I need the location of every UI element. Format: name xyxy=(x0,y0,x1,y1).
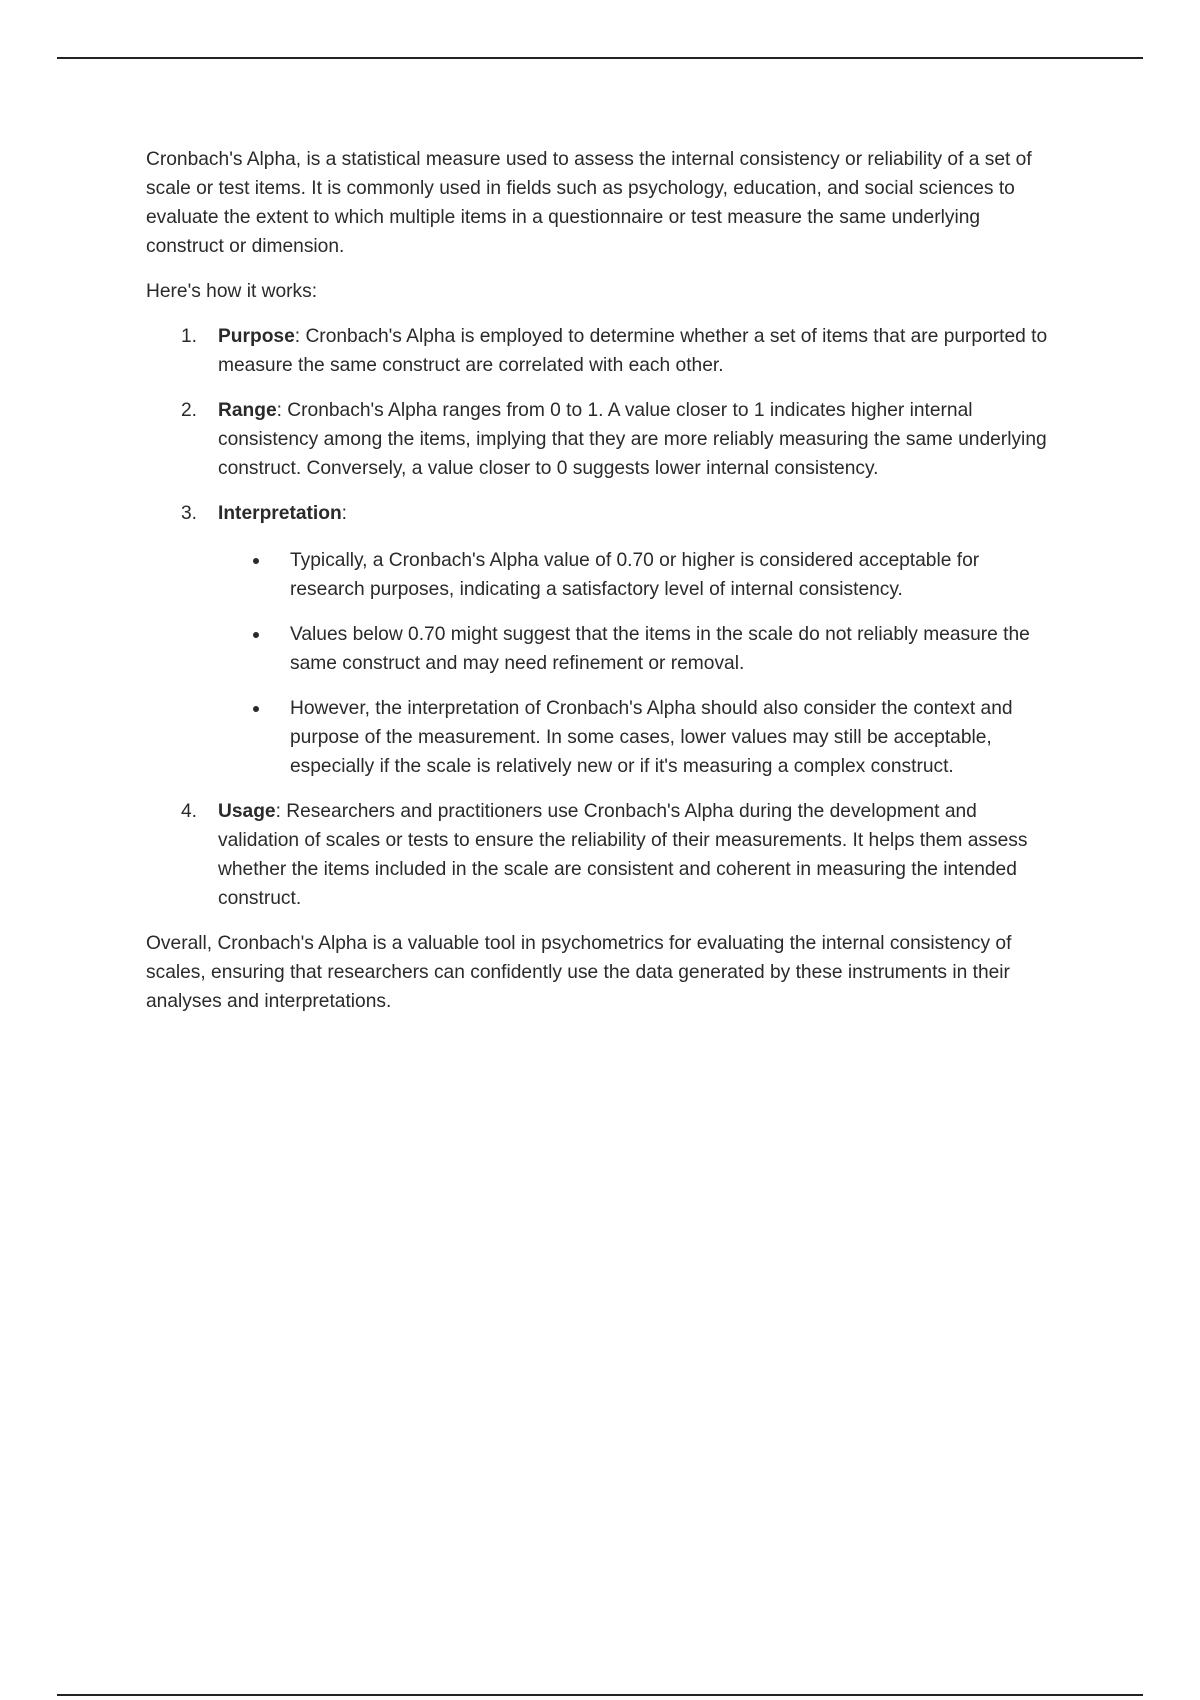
item-text: : Cronbach's Alpha ranges from 0 to 1. A value closer to 1 indicates higher internal consistency among the items, implying that they are more reliably measuring the same underlying construct. Conversely, a value closer to 0 suggests lower internal consistency. xyxy=(218,400,1047,479)
term-label: Interpretation xyxy=(218,503,342,524)
interpretation-bullets xyxy=(218,546,1056,781)
item-text: : Researchers and practitioners use Cronbach's Alpha during the development and validation of scales or tests to ensure the reliability of their measurements. It helps them assess whether the items included in the scale are consistent and coherent in measuring the intended construct. xyxy=(218,801,1028,909)
term-label: Range xyxy=(218,400,277,421)
bullet-item xyxy=(218,546,1056,604)
bullet-icon xyxy=(253,558,259,564)
intro-paragraph: Cronbach's Alpha, is a statistical measure used to assess the internal consistency or reliability of a set of scale or test items. It is commonly used in fields such as psychology, education, and social sciences to evaluate the extent to which multiple items in a questionnaire or test measure the same underlying construct or dimension. xyxy=(146,149,1032,257)
list-item-range xyxy=(146,396,1056,483)
list-number: 2. xyxy=(181,400,198,421)
document-body xyxy=(146,145,1056,1032)
item-text: : Cronbach's Alpha is employed to determine whether a set of items that are purported to measure the same construct are correlated with each other. xyxy=(218,326,1048,376)
header-rule xyxy=(57,57,1143,59)
list-item-purpose xyxy=(146,322,1056,380)
list-number: 4. xyxy=(181,801,198,822)
lead-paragraph: Here's how it works: xyxy=(146,281,318,302)
list-item-usage xyxy=(146,797,1056,913)
term-label: Usage xyxy=(218,801,276,822)
term-label: Purpose xyxy=(218,326,295,347)
steps-list xyxy=(146,322,1056,913)
list-number: 1. xyxy=(181,326,198,347)
bullet-icon xyxy=(253,706,259,712)
bullet-item xyxy=(218,620,1056,678)
list-number: 3. xyxy=(181,503,198,524)
bullet-item xyxy=(218,694,1056,781)
bullet-text: However, the interpretation of Cronbach's Alpha should also consider the context and purpose of the measurement. In some cases, lower values may still be acceptable, especially if the scale is relatively new or if it's measuring a complex construct. xyxy=(290,698,1013,777)
item-text: : xyxy=(341,503,348,524)
conclusion-paragraph: Overall, Cronbach's Alpha is a valuable tool in psychometrics for evaluating the internal consistency of scales, ensuring that researchers can confidently use the data generated by these instruments in their analyses and interpretations. xyxy=(146,933,1012,1012)
footer-rule xyxy=(57,1694,1143,1696)
bullet-icon xyxy=(253,632,259,638)
bullet-text: Values below 0.70 might suggest that the items in the scale do not reliably measure the same construct and may need refinement or removal. xyxy=(290,624,1030,674)
bullet-text: Typically, a Cronbach's Alpha value of 0.70 or higher is considered acceptable for research purposes, indicating a satisfactory level of internal consistency. xyxy=(290,550,980,600)
list-item-interpretation xyxy=(146,499,1056,781)
